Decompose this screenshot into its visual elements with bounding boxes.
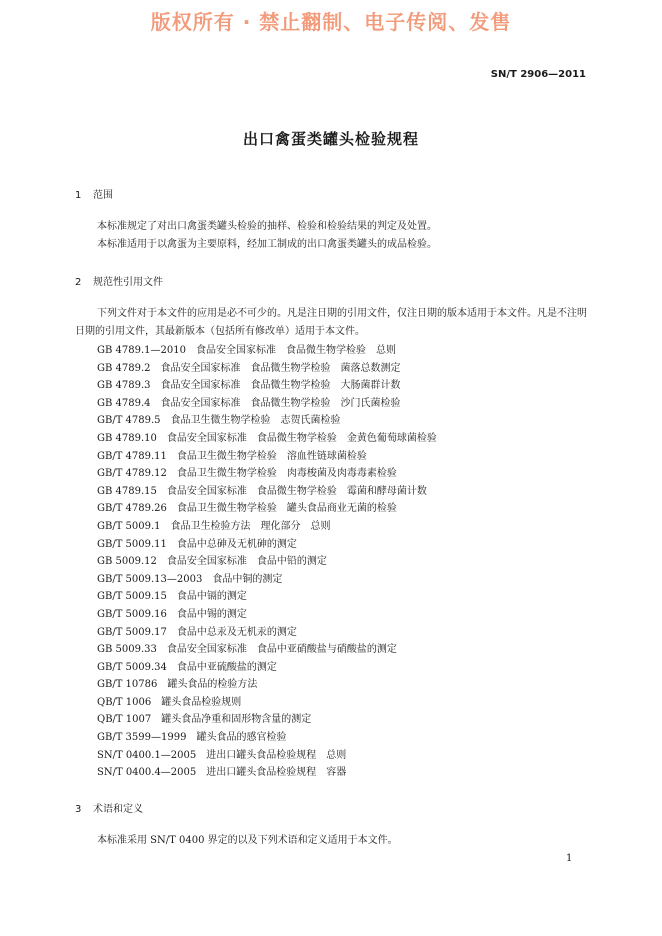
reference-item: GB 4789.15 食品安全国家标准 食品微生物学检验 霉菌和酵母菌计数 [97, 485, 427, 497]
paragraph: 本标准适用于以禽蛋为主要原料，经加工制成的出口禽蛋类罐头的成品检验。 [97, 239, 437, 250]
paragraph: 下列文件对于本文件的应用是必不可少的。凡是注日期的引用文件，仅注日期的版本适用于本文件。凡是不注明日期的引用文件，其最新版本（包括所有修改单）适用于本文件。 [75, 308, 587, 337]
section-number: 1 [75, 190, 82, 201]
reference-item: GB/T 5009.34 食品中亚硫酸盐的测定 [97, 661, 277, 673]
section-2-heading [75, 273, 163, 288]
reference-item: GB/T 3599—1999 罐头食品的感官检验 [97, 732, 287, 744]
reference-item: GB 4789.1—2010 食品安全国家标准 食品微生物学检验 总则 [97, 345, 396, 356]
page-number: 1 [566, 853, 573, 864]
section-title: 范围 [93, 190, 113, 201]
section-number: 3 [75, 804, 82, 815]
reference-item: GB/T 5009.11 食品中总砷及无机砷的测定 [97, 538, 297, 550]
section-title: 规范性引用文件 [93, 277, 163, 288]
reference-item: GB/T 4789.12 食品卫生微生物学检验 肉毒梭菌及肉毒毒素检验 [97, 468, 397, 480]
reference-item: GB/T 5009.1 食品卫生检验方法 理化部分 总则 [97, 520, 331, 532]
section-number: 2 [75, 277, 82, 288]
section-3-heading [75, 800, 143, 815]
standard-code: SN/T 2906—2011 [490, 69, 586, 80]
section-title: 术语和定义 [93, 804, 143, 815]
normative-references-list [97, 342, 437, 782]
reference-item: GB/T 10786 罐头食品的检验方法 [97, 679, 258, 691]
reference-item: GB 5009.12 食品安全国家标准 食品中铅的测定 [97, 556, 327, 568]
reference-item: GB 5009.33 食品安全国家标准 食品中亚硝酸盐与硝酸盐的测定 [97, 644, 397, 656]
reference-item: GB/T 5009.16 食品中锡的测定 [97, 608, 247, 620]
section-3-body [75, 832, 595, 850]
paragraph: 本标准采用 SN/T 0400 界定的以及下列术语和定义适用于本文件。 [97, 835, 398, 846]
reference-item: GB 4789.3 食品安全国家标准 食品微生物学检验 大肠菌群计数 [97, 380, 401, 392]
reference-item: GB/T 5009.15 食品中镉的测定 [97, 591, 247, 603]
reference-item: GB 4789.10 食品安全国家标准 食品微生物学检验 金黄色葡萄球菌检验 [97, 432, 437, 444]
reference-item: SN/T 0400.1—2005 进出口罐头食品检验规程 总则 [97, 749, 347, 761]
copyright-watermark: 版权所有 · 禁止翻制、电子传阅、发售 [150, 10, 512, 34]
reference-item: GB/T 4789.5 食品卫生微生物学检验 志贺氏菌检验 [97, 415, 341, 427]
reference-item: QB/T 1006 罐头食品检验规则 [97, 696, 242, 708]
section-1-body [75, 218, 595, 254]
reference-item: GB 4789.4 食品安全国家标准 食品微生物学检验 沙门氏菌检验 [97, 397, 401, 409]
reference-item: QB/T 1007 罐头食品净重和固形物含量的测定 [97, 714, 312, 726]
reference-item: GB/T 5009.13—2003 食品中铜的测定 [97, 573, 283, 585]
reference-item: GB/T 4789.26 食品卫生微生物学检验 罐头食品商业无菌的检验 [97, 503, 397, 515]
section-1-heading [75, 186, 113, 201]
section-2-body [75, 305, 587, 341]
paragraph: 本标准规定了对出口禽蛋类罐头检验的抽样、检验和检验结果的判定及处置。 [97, 221, 437, 232]
page-title: 出口禽蛋类罐头检验规程 [242, 130, 419, 148]
reference-item: SN/T 0400.4—2005 进出口罐头食品检验规程 容器 [97, 767, 347, 779]
reference-item: GB/T 4789.11 食品卫生微生物学检验 溶血性链球菌检验 [97, 450, 367, 462]
reference-item: GB/T 5009.17 食品中总汞及无机汞的测定 [97, 626, 297, 638]
reference-item: GB 4789.2 食品安全国家标准 食品微生物学检验 菌落总数测定 [97, 362, 401, 374]
